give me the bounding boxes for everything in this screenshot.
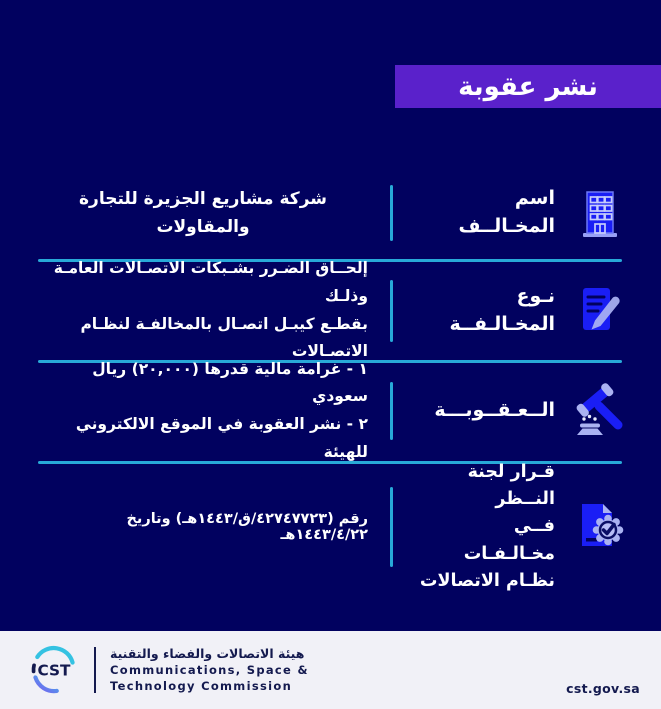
field-value-penalty (38, 356, 368, 466)
document-pen-icon (569, 281, 631, 341)
gavel-icon (569, 381, 631, 441)
building-icon (569, 183, 631, 243)
cst-brand (28, 644, 309, 696)
label-line: نظـام الاتصالات (419, 570, 555, 591)
field-value-committee-decision (38, 511, 368, 543)
field-label-committee-decision (417, 459, 555, 595)
row-violator-name (0, 170, 661, 256)
value-line: رقم (٤٢٧٤٧٧٢٣/ق/١٤٤٣هـ) وتاريخ ١٤٤٣/٤/٢٢هـ (126, 511, 368, 543)
title-banner (395, 65, 661, 108)
value-line: إلحــاق الضـرر بشـبكات الاتصـالات العامـة وذلـك (53, 259, 368, 305)
field-value-violation-type (38, 255, 368, 365)
cst-logo-icon (28, 644, 80, 696)
label-line: قـرار لجنة النــظر (467, 462, 555, 510)
label-line: الــعـقــوبـــة (434, 399, 555, 422)
label-line: فــي مخـالـفـات (463, 516, 555, 564)
label-line: اسم المخـالــف (458, 187, 555, 237)
row-committee-decision (0, 463, 661, 591)
value-line: ١ - غرامة مالية قدرها (٢٠,٠٠٠) ريال سعودي (92, 359, 368, 406)
field-label-violator-name (417, 185, 555, 240)
value-line: والمقاولات (156, 217, 250, 237)
website-link[interactable]: cst.gov.sa (566, 681, 640, 696)
field-label-penalty (417, 397, 555, 425)
footer (0, 631, 661, 709)
brand-text (110, 646, 309, 693)
label-line: نـوع المخـالـفــة (449, 284, 555, 335)
vertical-divider (390, 487, 393, 567)
row-violation-type (0, 259, 661, 361)
field-label-violation-type (417, 283, 555, 338)
document-gear-check-icon (569, 497, 631, 557)
field-value-violator-name (38, 185, 368, 241)
org-name-english-line2: Technology Commission (110, 678, 293, 693)
org-name-arabic: هيئة الاتصالات والفضاء والتقنية (110, 646, 305, 662)
vertical-divider (390, 382, 393, 440)
org-name-english-line1: Communications, Space & (110, 663, 309, 678)
value-line: بقطـع كيبـل اتصـال بالمخالفـة لنظـام الاتصـالات (80, 314, 368, 361)
value-line: ٢ - نشر العقوبة في الموقع الالكتروني للهيئة (75, 415, 368, 461)
vertical-divider (390, 280, 393, 342)
vertical-divider (390, 185, 393, 241)
cst-logo-text: CST (37, 661, 71, 680)
brand-divider (94, 647, 96, 693)
row-penalty (0, 359, 661, 461)
page-title: نشر عقوبة (458, 71, 598, 102)
value-line: شركة مشاريع الجزيرة للتجارة (79, 188, 327, 209)
